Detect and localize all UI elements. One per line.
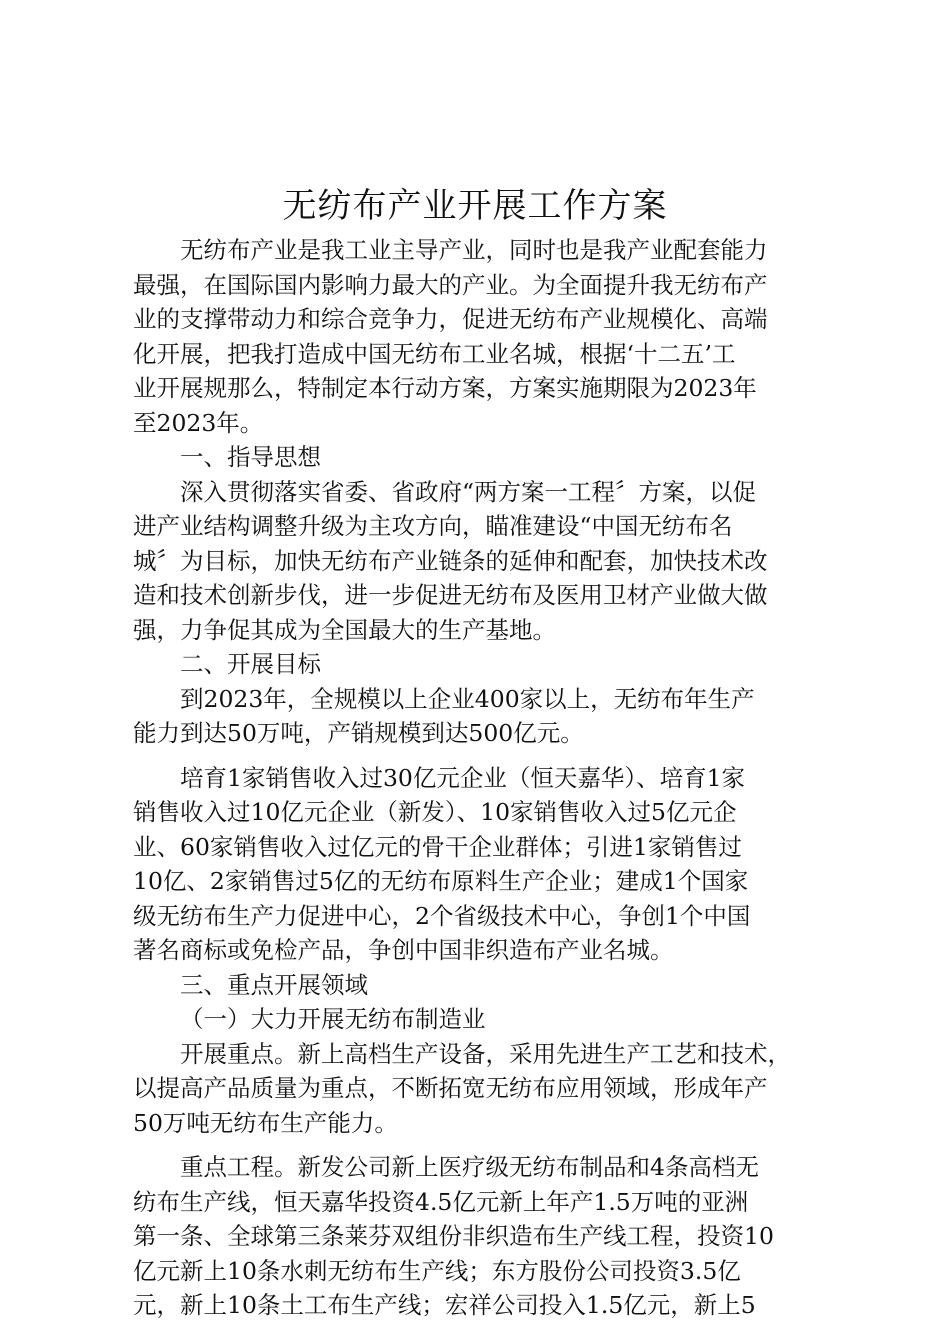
- text-line: 著名商标或免检产品，争创中国非织造布产业名城。: [133, 936, 674, 964]
- heading-text: （一）大力开展无纺布制造业: [180, 1005, 486, 1033]
- text-line: 进产业结构调整升级为主攻方向，瞄准建设“中国无纺布名: [133, 512, 733, 540]
- text-line: 至2023年。: [133, 408, 264, 437]
- text-line: 业、60家销售收入过亿元的骨干企业群体；引进1家销售过: [133, 832, 742, 861]
- text-line: 能力到达50万吨，产销规模到达500亿元。: [133, 719, 584, 747]
- text-line: 最强，在国际国内影响力最大的产业。为全面提升我无纺布产: [133, 270, 768, 299]
- heading-text: 二、开展目标: [180, 650, 321, 678]
- text-line: 造和技术创新步伐，进一步促进无纺布及医用卫材产业做大做: [133, 581, 768, 609]
- text-line: 级无纺布生产力促进中心，2个省级技术中心，争创1个中国: [133, 901, 751, 930]
- goals-paragraph-1: [133, 682, 833, 751]
- text-line: 重点工程。新发公司新上医疗级无纺布制品和4条高档无: [180, 1153, 759, 1181]
- text-line: 无纺布产业是我工业主导产业，同时也是我产业配套能力: [180, 236, 768, 264]
- heading-text: 一、指导思想: [180, 443, 321, 471]
- development-focus-paragraph: [133, 1037, 833, 1141]
- heading-text: 三、重点开展领域: [180, 970, 368, 999]
- text-line: 强，力争促其成为全国最大的生产基地。: [133, 615, 556, 644]
- text-line: 50万吨无纺布生产能力。: [133, 1108, 398, 1137]
- text-line: 亿元新上10条水刺无纺布生产线；东方股份公司投资3.5亿: [133, 1256, 741, 1285]
- text-line: 元，新上10条土工布生产线；宏祥公司投入1.5亿元，新上5: [133, 1291, 756, 1319]
- goals-paragraph-2: [133, 761, 833, 968]
- text-line: 销售收入过10亿元企业（新发）、10家销售收入过5亿元企: [133, 798, 737, 826]
- text-line: 城〞为目标，加快无纺布产业链条的延伸和配套，加快技术改: [133, 546, 768, 575]
- key-projects-paragraph: [133, 1150, 833, 1323]
- subsection-heading-manufacturing: [133, 1002, 833, 1037]
- text-line: 第一条、全球第三条莱芬双组份非织造布生产线工程，投资10: [133, 1222, 774, 1250]
- section-heading-development-goals: [133, 647, 833, 682]
- text-line: 深入贯彻落实省委、省政府“两方案一工程〞方案，以促: [180, 477, 757, 506]
- text-line: 到2023年，全规模以上企业400家以上，无纺布年生产: [180, 684, 755, 713]
- text-line: 业的支撑带动力和综合竞争力，促进无纺布产业规模化、高端: [133, 305, 768, 333]
- text-line: 开展重点。新上高档生产设备，采用先进生产工艺和技术，: [180, 1039, 791, 1068]
- section-heading-key-areas: [133, 968, 833, 1003]
- intro-paragraph: [133, 233, 833, 440]
- text-line: 10亿、2家销售过5亿的无纺布原料生产企业；建成1个国家: [133, 867, 749, 895]
- text-line: 化开展，把我打造成中国无纺布工业名城，根据‘十二五’工: [133, 339, 736, 368]
- document-body: [133, 233, 833, 1323]
- text-line: 以提高产品质量为重点，不断拓宽无纺布应用领域，形成年产: [133, 1074, 768, 1102]
- text-line: 业开展规那么，特制定本行动方案，方案实施期限为2023年: [133, 374, 757, 402]
- text-line: 纺布生产线，恒天嘉华投资4.5亿元新上年产1.5万吨的亚洲: [133, 1187, 749, 1216]
- document-title: 无纺布产业开展工作方案: [282, 186, 668, 226]
- text-line: 培育1家销售收入过30亿元企业（恒天嘉华）、培育1家: [180, 763, 746, 792]
- guiding-ideology-paragraph: [133, 475, 833, 648]
- section-heading-guiding-ideology: [133, 440, 833, 475]
